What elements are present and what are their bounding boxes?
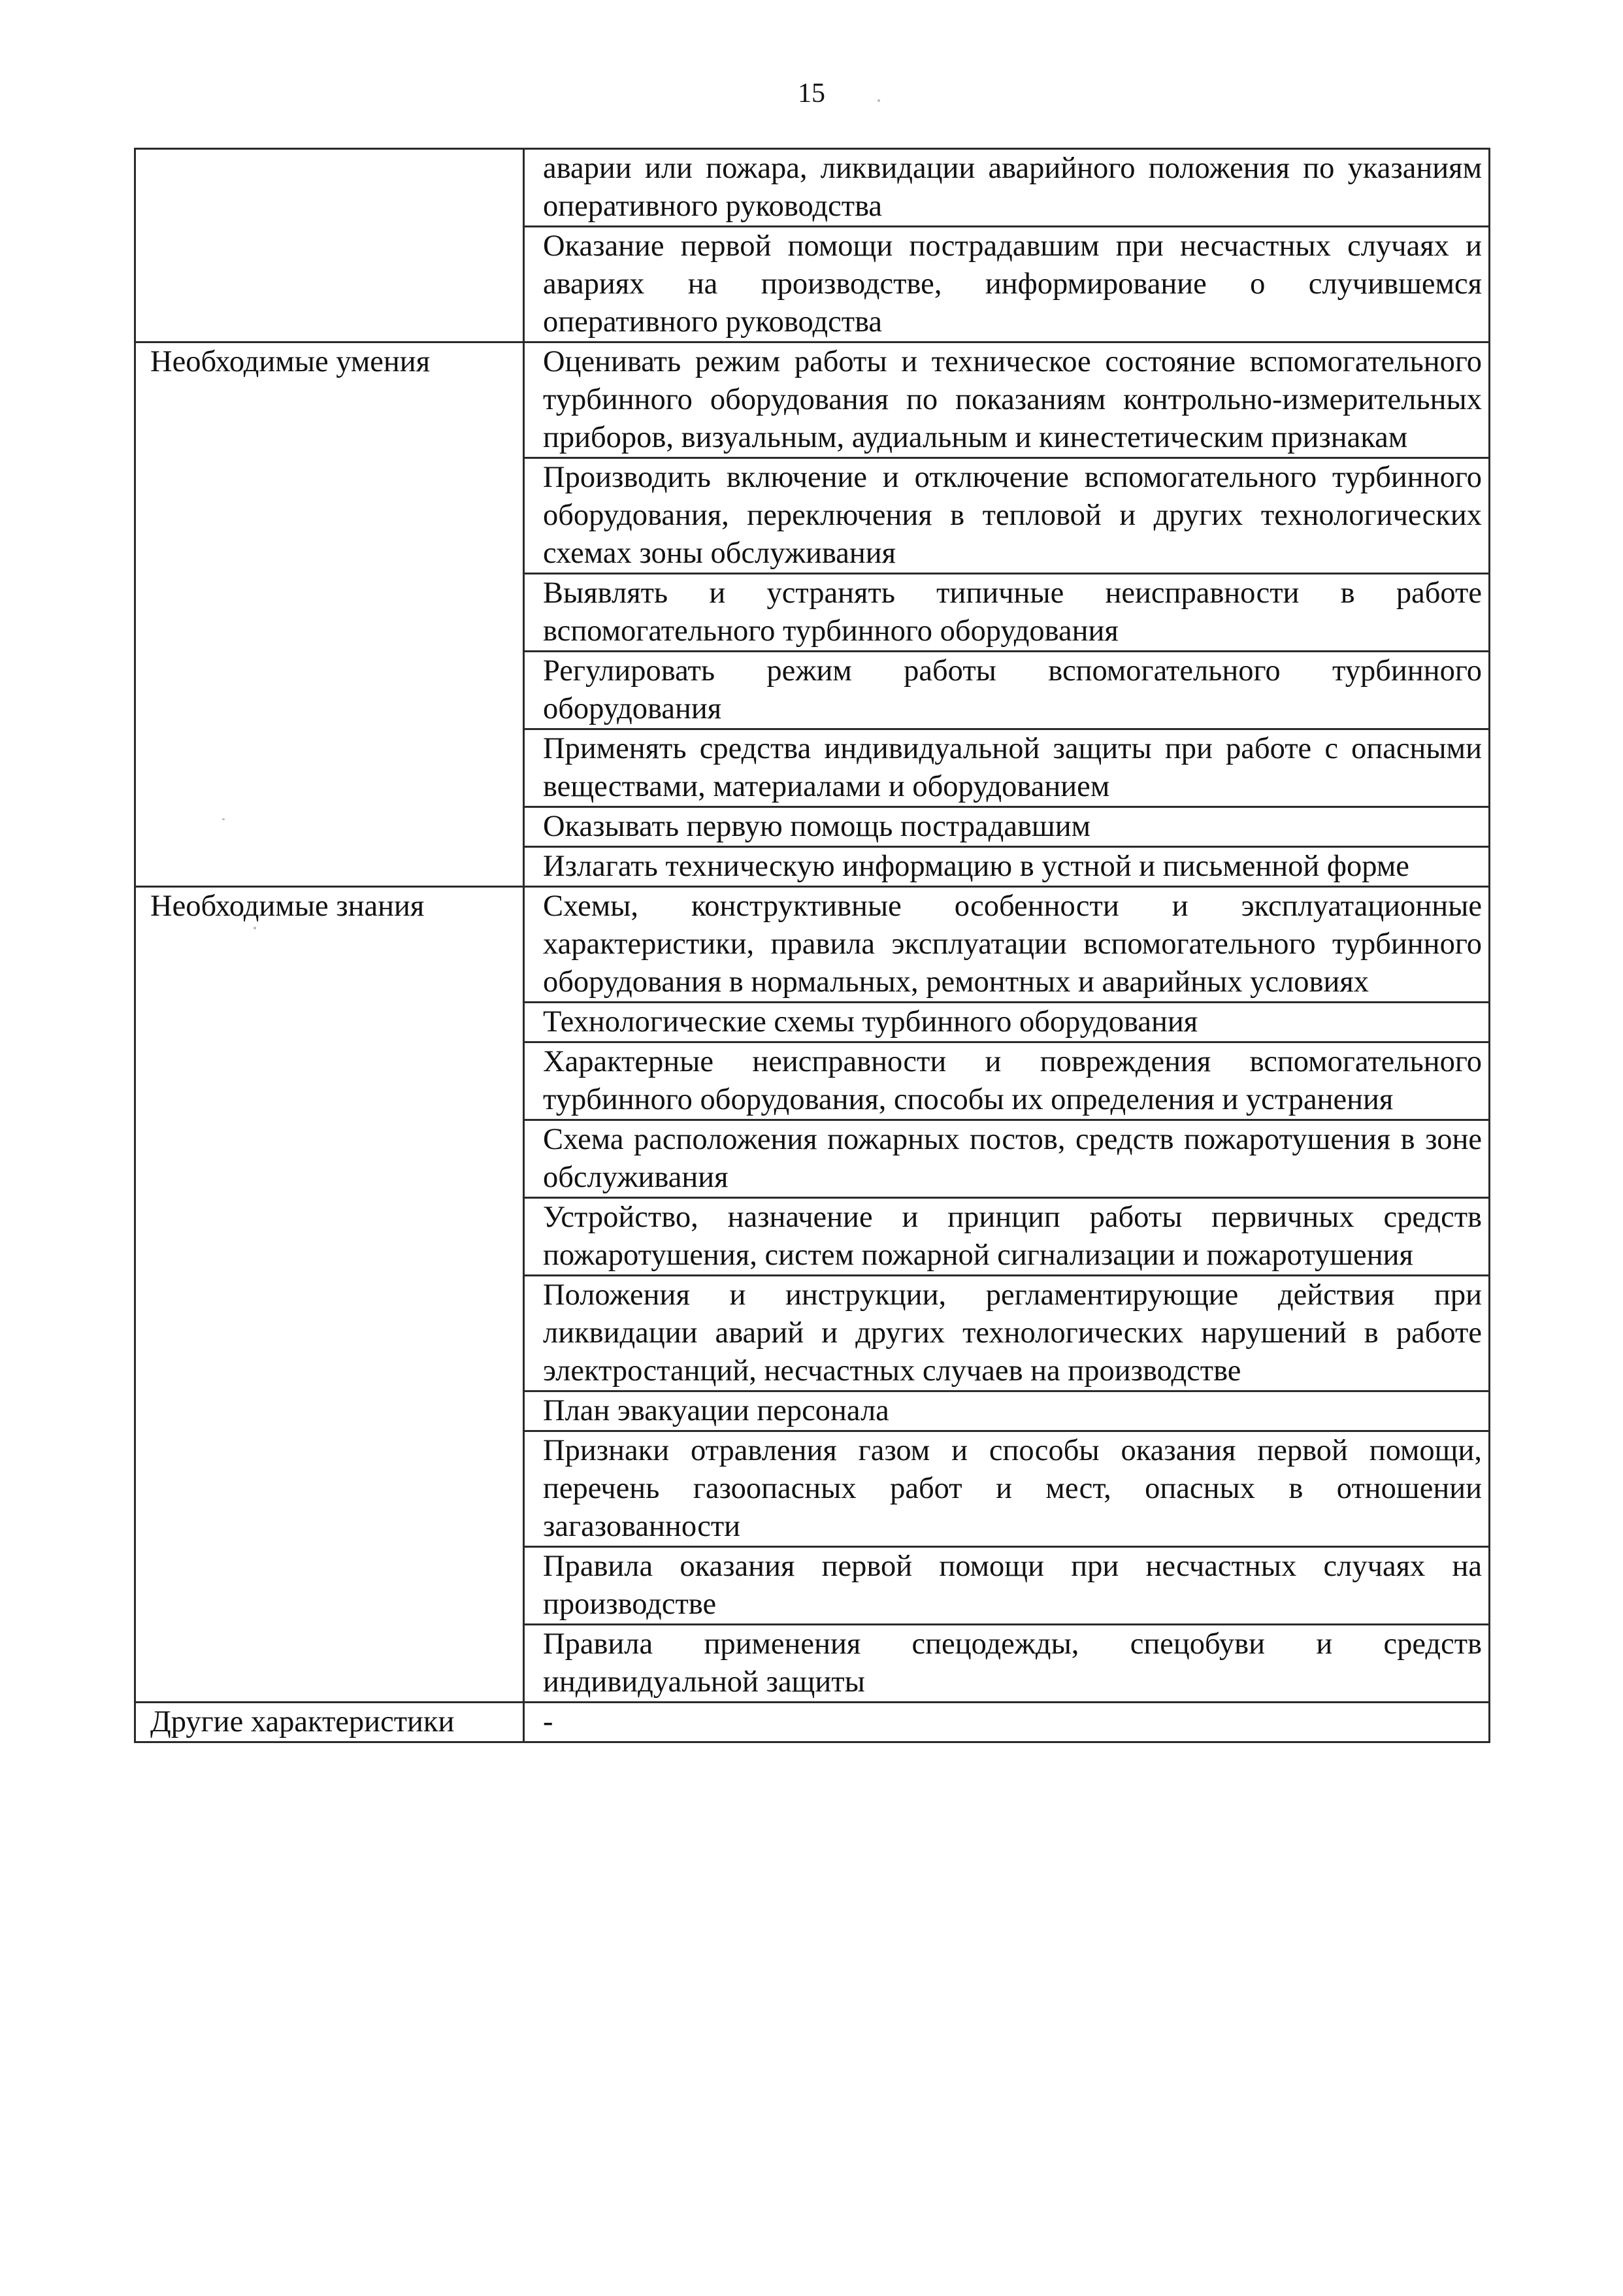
- knowledge-item: Правила применения спецодежды, спецобуви и средств индивидуальной защиты: [524, 1625, 1490, 1703]
- skill-item: Производить включение и отключение вспомогательного турбинного оборудования, переключения в тепловой и других технологических схемах зоны обслуживания: [524, 458, 1490, 574]
- skill-item: Оказывать первую помощь пострадавшим: [524, 807, 1490, 847]
- row-label-skills: Необходимые умения: [135, 342, 524, 887]
- skill-item: Регулировать режим работы вспомогательного турбинного оборудования: [524, 652, 1490, 729]
- scan-artifact: [222, 818, 225, 820]
- knowledge-item: Признаки отравления газом и способы оказания первой помощи, перечень газоопасных работ и мест, опасных в отношении загазованности: [524, 1431, 1490, 1547]
- skill-item: Выявлять и устранять типичные неисправности в работе вспомогательного турбинного оборудования: [524, 574, 1490, 652]
- action-item: аварии или пожара, ликвидации аварийного положения по указаниям оперативного руководства: [524, 149, 1490, 227]
- knowledge-item: План эвакуации персонала: [524, 1391, 1490, 1431]
- scan-artifact: [877, 99, 880, 102]
- row-label-knowledge: Необходимые знания: [135, 887, 524, 1703]
- competency-table: [134, 148, 1490, 1743]
- knowledge-item: Правила оказания первой помощи при несчастных случаях на производстве: [524, 1547, 1490, 1625]
- row-label-continuation: [135, 149, 524, 342]
- skill-item: Излагать техническую информацию в устной и письменной форме: [524, 847, 1490, 887]
- knowledge-item: Схема расположения пожарных постов, средств пожаротушения в зоне обслуживания: [524, 1120, 1490, 1198]
- skill-item: Применять средства индивидуальной защиты при работе с опасными веществами, материалами и оборудованием: [524, 729, 1490, 807]
- page-number: 15: [798, 78, 825, 108]
- row-label-other: Другие характеристики: [135, 1703, 524, 1742]
- knowledge-item: Положения и инструкции, регламентирующие действия при ликвидации аварий и других технологических нарушений в работе электростанций, несчастных случаев на производстве: [524, 1276, 1490, 1391]
- table-row: [135, 342, 1490, 458]
- table-row: [135, 887, 1490, 1003]
- knowledge-item: Схемы, конструктивные особенности и эксплуатационные характеристики, правила эксплуатации вспомогательного турбинного оборудования в нормальных, ремонтных и аварийных условиях: [524, 887, 1490, 1003]
- knowledge-item: Характерные неисправности и повреждения вспомогательного турбинного оборудования, способы их определения и устранения: [524, 1042, 1490, 1120]
- action-item: Оказание первой помощи пострадавшим при несчастных случаях и авариях на производстве, информирование о случившемся оперативного руководства: [524, 227, 1490, 342]
- scan-artifact: [254, 927, 256, 929]
- skill-item: Оценивать режим работы и техническое состояние вспомогательного турбинного оборудования по показаниям контрольно-измерительных приборов, визуальным, аудиальным и кинестетическим признакам: [524, 342, 1490, 458]
- knowledge-item: Устройство, назначение и принцип работы первичных средств пожаротушения, систем пожарной сигнализации и пожаротушения: [524, 1198, 1490, 1276]
- other-item: -: [524, 1703, 1490, 1742]
- knowledge-item: Технологические схемы турбинного оборудования: [524, 1003, 1490, 1042]
- table-row: [135, 149, 1490, 227]
- table-row: [135, 1703, 1490, 1742]
